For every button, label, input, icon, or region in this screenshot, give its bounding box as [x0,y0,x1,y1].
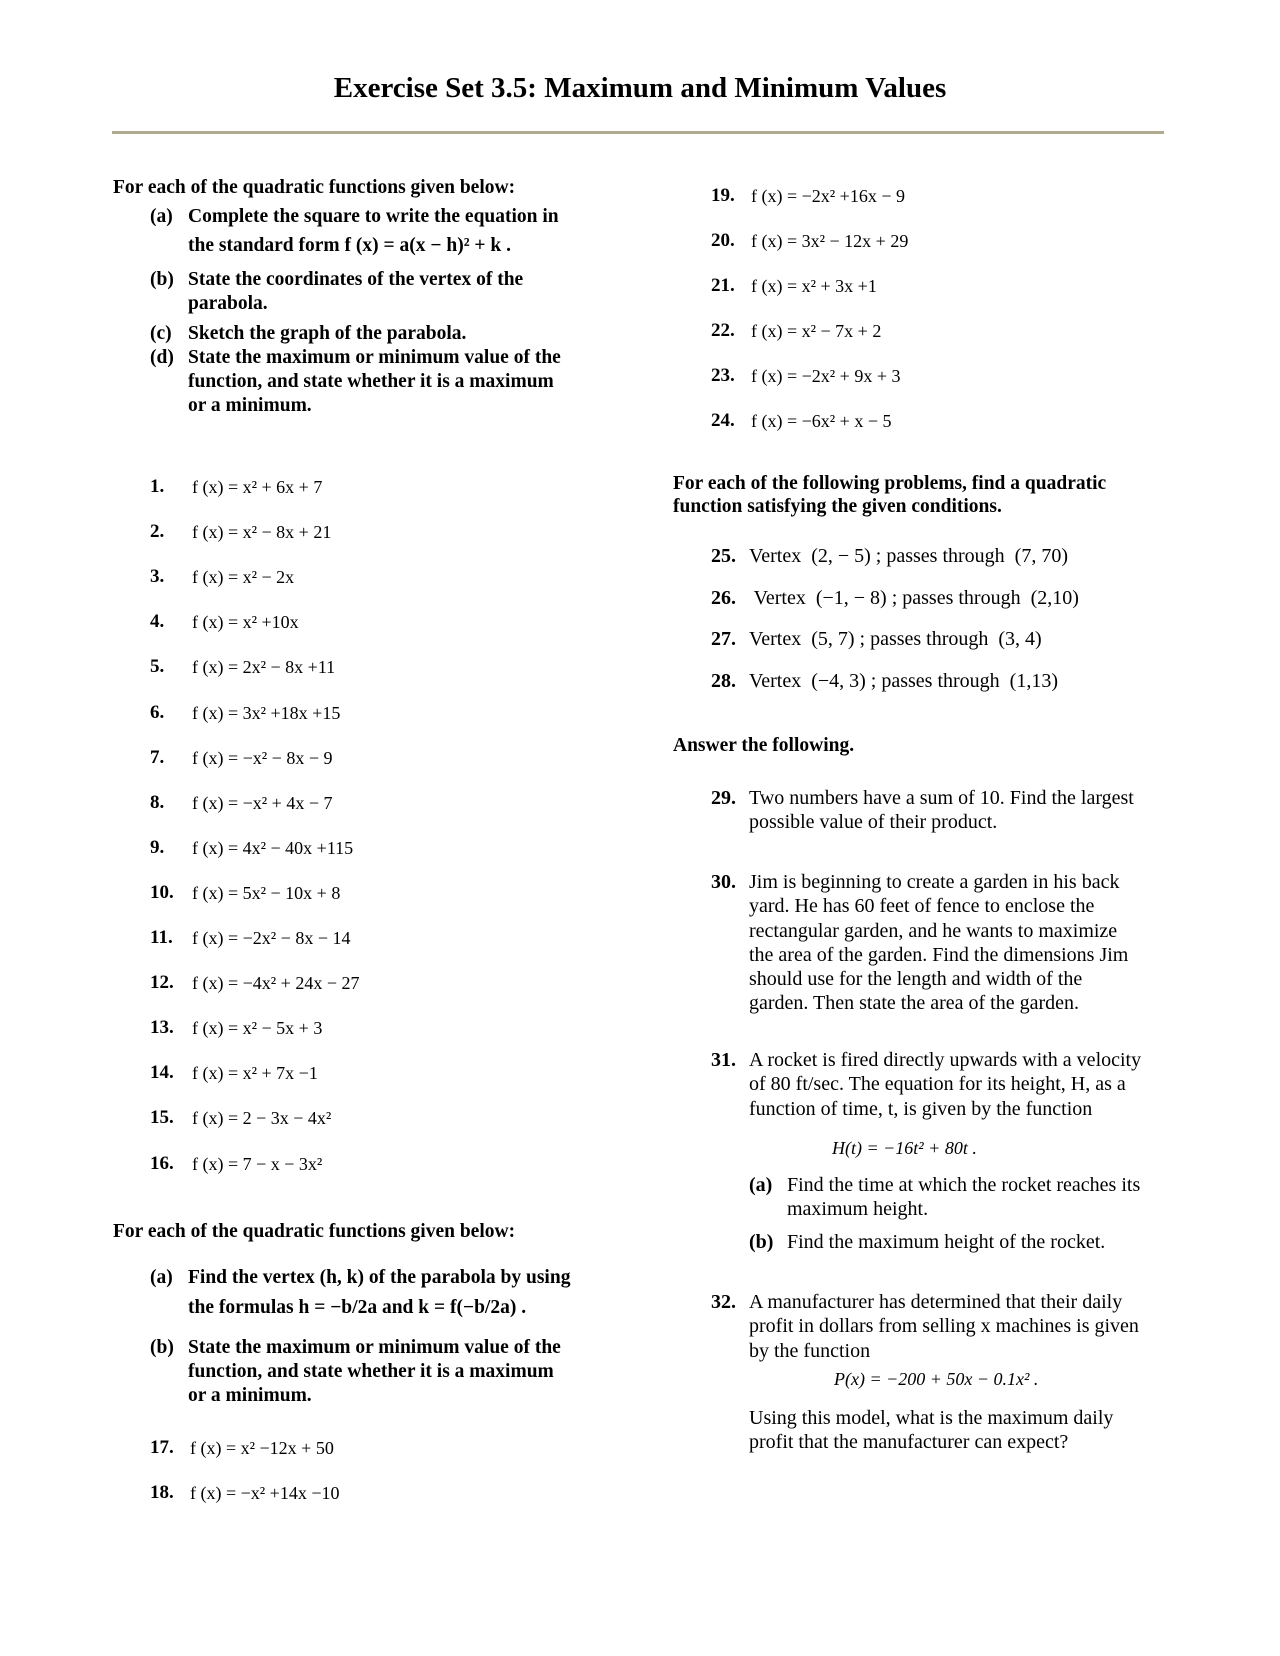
function-expression: f (x) = 2x² − 8x +11 [192,657,336,678]
problem-number: 28. [711,669,736,692]
function-expression: f (x) = 3x² +18x +15 [192,702,341,723]
problem-32-question [749,1406,1179,1456]
problem-number: 5. [150,656,165,678]
problem-number: 21. [711,275,735,296]
problem-item [150,746,610,772]
part-label: (a) [749,1174,773,1196]
problem-line: possible value of their product. [749,811,998,834]
problem-text: Vertex (−1, − 8) ; passes through (2,10) [749,586,1079,609]
instruction-line: function, and state whether it is a maximum [188,371,554,392]
problem-item [150,475,610,501]
problem-line: A manufacturer has determined that their daily [749,1291,1123,1313]
problem-number: 16. [150,1152,174,1174]
part-label: (a) [150,206,173,227]
function-expression: f (x) = −2x² +16x − 9 [751,186,905,206]
instruction-line: parabola. [188,293,268,314]
function-expression: f (x) = −x² +14x −10 [190,1483,340,1503]
problem-line: profit that the manufacturer can expect? [749,1431,1069,1454]
problem-31-part-b [749,1230,1179,1256]
instruction-d [150,346,590,418]
function-expression: f (x) = x² − 7x + 2 [751,321,882,341]
title-divider [112,131,1164,134]
problem-item [711,184,1171,210]
problem-text: Vertex (−4, 3) ; passes through (1,13) [749,669,1058,692]
profit-equation: P(x) = −200 + 50x − 0.1x² . [834,1369,1039,1389]
part-label: (d) [150,347,174,368]
problem-item [150,520,610,546]
problem-number: 13. [150,1017,174,1039]
problem-line: profit in dollars from selling x machines is given [749,1315,1139,1338]
problem-item [150,1436,610,1462]
problem-number: 23. [711,365,735,386]
problem-item [150,565,610,591]
problem-text: Vertex (5, 7) ; passes through (3, 4) [749,628,1042,650]
problem-number: 2. [150,521,165,543]
problem-line: yard. He has 60 feet of fence to enclose the [749,895,1095,918]
problem-number: 11. [150,927,173,948]
function-expression: f (x) = 4x² − 40x +115 [192,837,354,858]
problem-line: rectangular garden, and he wants to maximize [749,919,1118,942]
instruction-2b [150,1336,590,1408]
problem-number: 12. [150,972,174,994]
function-expression: f (x) = 7 − x − 3x² [192,1153,323,1174]
problem-number: 8. [150,791,165,813]
function-expression: f (x) = −x² − 8x − 9 [192,747,333,768]
function-expression: f (x) = x² +10x [192,612,299,633]
instruction-line: Sketch the graph of the parabola. [188,323,467,344]
problem-number: 15. [150,1107,174,1129]
problem-item [150,881,610,907]
problem-number: 9. [150,836,165,858]
problem-item [150,836,610,862]
problem-text: Vertex (2, − 5) ; passes through (7, 70) [749,545,1068,567]
function-expression: f (x) = x² + 7x −1 [192,1063,318,1084]
problem-item [711,669,1171,695]
function-expression: f (x) = −x² + 4x − 7 [192,792,333,813]
problem-number: 1. [150,476,165,497]
instruction-line: or a minimum. [188,395,312,416]
problem-item [150,701,610,727]
problem-item [150,655,610,681]
problem-item [150,1481,610,1507]
rocket-height-equation: H(t) = −16t² + 80t . [832,1138,977,1158]
problem-number: 18. [150,1482,174,1503]
header-line: For each of the following problems, find a quadratic [673,473,1107,494]
problem-line: Two numbers have a sum of 10. Find the largest [749,787,1134,809]
problem-item [150,1106,610,1132]
problem-item [150,971,610,997]
problem-item [150,926,610,952]
problem-number: 19. [711,185,735,206]
problem-line: should use for the length and width of the [749,968,1083,991]
instruction-b [150,268,590,316]
instruction-line: the standard form f (x) = a(x − h)² + k . [188,235,511,256]
problem-line: by the function [749,1339,871,1362]
function-expression: f (x) = −2x² + 9x + 3 [751,366,901,386]
function-expression: f (x) = 3x² − 12x + 29 [751,231,909,251]
section-1-header: For each of the quadratic functions given below: [113,177,516,198]
problem-item [711,627,1171,653]
function-expression: f (x) = x² − 2x [192,567,295,588]
problem-31-part-a [749,1173,1179,1223]
instruction-c [150,322,590,346]
problem-number: 26. [711,586,736,609]
function-expression: f (x) = x² − 5x + 3 [192,1018,323,1039]
problem-line: Using this model, what is the maximum daily [749,1407,1114,1429]
function-expression: f (x) = 5x² − 10x + 8 [192,882,341,903]
instruction-line: the formulas h = −b/2a and k = f(−b/2a) . [188,1297,527,1318]
problem-item [711,409,1171,435]
problem-line: Jim is beginning to create a garden in his back [749,871,1120,893]
instruction-2a [150,1266,590,1322]
instruction-line: Find the vertex (h, k) of the parabola by using [188,1267,571,1288]
part-label: (b) [749,1231,774,1253]
problem-number: 30. [711,871,736,893]
function-expression: f (x) = x² + 6x + 7 [192,477,323,497]
part-label: (c) [150,323,172,344]
problem-line: the area of the garden. Find the dimensions Jim [749,943,1129,966]
function-expression: f (x) = −4x² + 24x − 27 [192,973,360,994]
instruction-line: or a minimum. [188,1385,312,1406]
part-line: Find the maximum height of the rocket. [787,1231,1106,1253]
function-expression: f (x) = x² −12x + 50 [190,1438,334,1458]
problem-number: 10. [150,881,174,903]
problem-number: 24. [711,410,735,431]
problem-30 [711,870,1171,1020]
problem-number: 32. [711,1291,736,1313]
problem-item [150,610,610,636]
instruction-line: State the maximum or minimum value of the [188,1337,561,1358]
problem-number: 17. [150,1437,174,1458]
page-title: Exercise Set 3.5: Maximum and Minimum Values [333,72,947,104]
part-line: maximum height. [787,1198,929,1221]
instruction-line: function, and state whether it is a maximum [188,1361,554,1382]
part-label: (b) [150,1337,174,1358]
problem-number: 25. [711,545,736,567]
problem-item [150,1016,610,1042]
instruction-line: Complete the square to write the equation in [188,206,559,227]
problem-item [711,229,1171,255]
problem-line: of 80 ft/sec. The equation for its height, H, as a [749,1073,1126,1096]
problem-number: 6. [150,701,165,723]
problem-item [711,544,1171,570]
problem-number: 14. [150,1062,174,1084]
problem-31 [711,1048,1171,1123]
header-line: function satisfying the given conditions. [673,496,1002,517]
problem-number: 29. [711,787,736,809]
problem-item [711,319,1171,345]
function-expression: f (x) = x² + 3x +1 [751,276,877,296]
problem-item [711,586,1171,612]
part-line: Find the time at which the rocket reaches its [787,1174,1141,1196]
section-2-header: For each of the quadratic functions given below: [113,1221,516,1242]
part-label: (b) [150,269,174,290]
problem-32 [711,1290,1171,1365]
part-label: (a) [150,1267,173,1288]
instruction-line: State the coordinates of the vertex of the [188,269,524,290]
problem-line: function of time, t, is given by the function [749,1097,1093,1120]
section-4-header: Answer the following. [673,735,855,756]
function-expression: f (x) = 2 − 3x − 4x² [192,1108,332,1129]
function-expression: f (x) = −6x² + x − 5 [751,411,892,431]
function-expression: f (x) = x² − 8x + 21 [192,522,332,543]
problem-number: 4. [150,611,165,633]
problem-number: 22. [711,320,735,341]
problem-line: garden. Then state the area of the garden. [749,992,1080,1015]
problem-item [711,274,1171,300]
problem-number: 27. [711,628,736,650]
section-3-header [673,472,1106,518]
problem-item [150,1061,610,1087]
instruction-line: State the maximum or minimum value of the [188,347,561,368]
problem-line: A rocket is fired directly upwards with a velocity [749,1049,1142,1071]
problem-number: 7. [150,746,165,768]
instruction-a [150,205,590,256]
problem-item [711,364,1171,390]
problem-number: 20. [711,230,735,251]
problem-number: 3. [150,566,165,588]
problem-item [150,791,610,817]
problem-29 [711,786,1171,836]
problem-number: 31. [711,1049,736,1071]
function-expression: f (x) = −2x² − 8x − 14 [192,928,351,948]
problem-item [150,1152,610,1178]
